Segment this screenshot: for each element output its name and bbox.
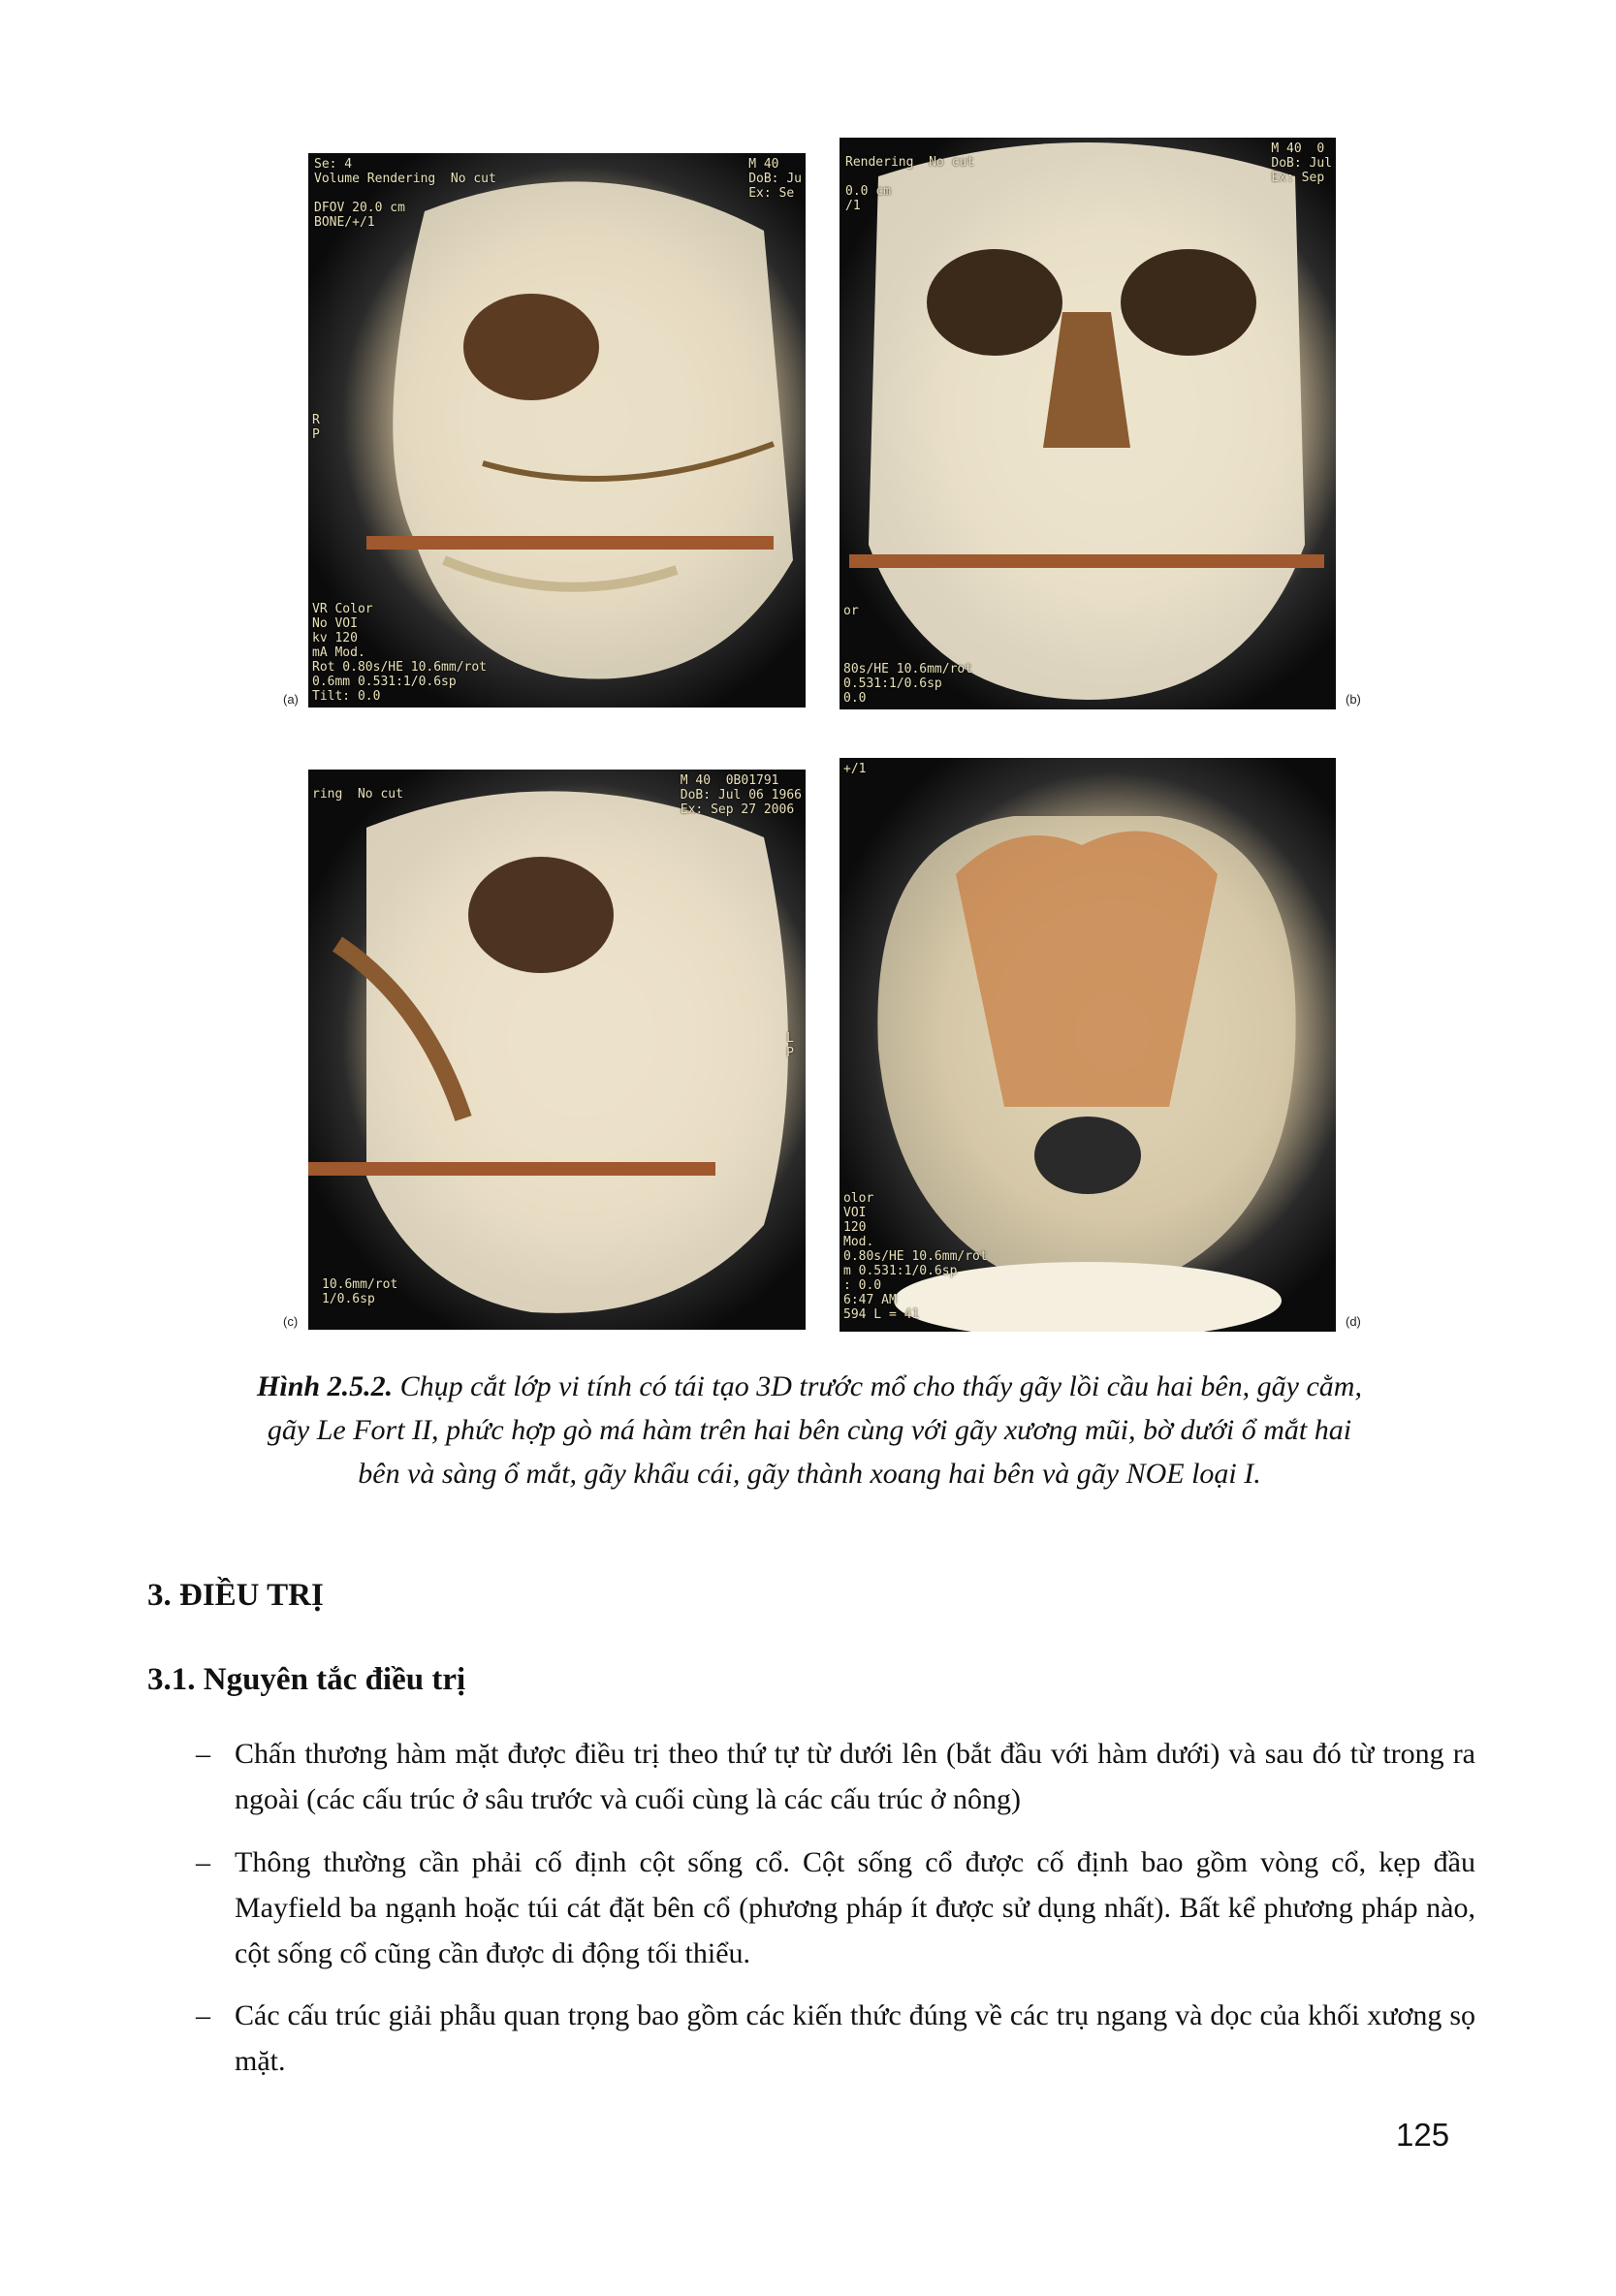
list-item-text: Chấn thương hàm mặt được điều trị theo thứ tự từ dưới lên (bắt đầu với hàm dưới) và sau đó từ trong ra ngoài (các cấu trúc ở sâu trước và cuối cùng là các cấu trúc ở nông) <box>235 1738 1475 1815</box>
bullet-dash: – <box>196 1846 210 1878</box>
panel-label-b: (b) <box>1346 692 1361 707</box>
ct-image-panel-c <box>308 770 806 1330</box>
overlay-top-left: Se: 4 Volume Rendering No cut DFOV 20.0 cm BONE/+/1 <box>314 157 496 230</box>
ct-image-panel-a <box>308 153 806 708</box>
overlay-top-left: Rendering No cut 0.0 cm /1 <box>845 155 975 213</box>
overlay-bottom-left: olor VOI 120 Mod. 0.80s/HE 10.6mm/rot m 0.531:1/0.6sp : 0.0 6:47 AM 594 L = 41 <box>843 1191 988 1322</box>
overlay-orientation: R P <box>312 413 320 442</box>
overlay-bottom-left: VR Color No VOI kv 120 mA Mod. Rot 0.80s/HE 10.6mm/rot 0.6mm 0.531:1/0.6sp Tilt: 0.0 <box>312 602 488 704</box>
list-item <box>196 1731 1475 1822</box>
overlay-top-right: M 40 0B01791 DoB: Jul 06 1966 Ex: Sep 27 2006 <box>680 773 802 817</box>
bullet-dash: – <box>196 1738 210 1770</box>
list-item <box>196 1840 1475 1976</box>
list-item <box>196 1993 1475 2084</box>
overlay-top-right: M 40 0 DoB: Jul Ex: Sep <box>1271 142 1332 185</box>
bullet-dash: – <box>196 1999 210 2031</box>
section-heading: 3. ĐIỀU TRỊ <box>147 1578 324 1613</box>
overlay-bottom-left: or 80s/HE 10.6mm/rot 0.531:1/0.6sp 0.0 <box>843 604 973 706</box>
ct-image-panel-d <box>840 758 1336 1332</box>
overlay-top-right: M 40 DoB: Ju Ex: Se <box>748 157 802 201</box>
caption-text: Chụp cắt lớp vi tính có tái tạo 3D trước mổ cho thấy gãy lồi cầu hai bên, gãy cằm, gãy Le Fort II, phức hợp gò má hàm trên hai bên cùng với gãy xương mũi, bờ dưới ổ mắt hai bên và sàng ổ mắt, gãy khẩu cái, gãy thành xoang hai bên và gãy NOE loại I. <box>267 1370 1362 1490</box>
panel-label-c: (c) <box>283 1314 299 1329</box>
panel-label-a: (a) <box>283 692 299 707</box>
overlay-top-left: ring No cut <box>312 787 403 802</box>
overlay-top-left: +/1 <box>843 762 867 776</box>
overlay-bottom-left: 10.6mm/rot 1/0.6sp <box>322 1277 398 1306</box>
caption-figure-number: Hình 2.5.2. <box>257 1370 394 1402</box>
panel-label-d: (d) <box>1346 1314 1361 1329</box>
list-item-text: Thông thường cần phải cố định cột sống cổ. Cột sống cổ được cố định bao gồm vòng cổ, kẹp đầu Mayfield ba ngạnh hoặc túi cát đặt bên cổ (phương pháp ít được sử dụng nhất). Bất kể phương pháp nào, cột sống cổ cũng cần được di động tối thiểu. <box>235 1846 1475 1969</box>
page-number: 125 <box>1396 2117 1450 2153</box>
figure-caption <box>257 1365 1362 1495</box>
skull-lateral-left-illustration <box>308 770 806 1330</box>
list-item-text: Các cấu trúc giải phẫu quan trọng bao gồm các kiến thức đúng về các trụ ngang và dọc của khối xương sọ mặt. <box>235 1999 1475 2077</box>
overlay-orientation: L P <box>786 1031 794 1060</box>
ct-image-panel-b <box>840 138 1336 709</box>
subsection-heading: 3.1. Nguyên tắc điều trị <box>147 1662 466 1697</box>
